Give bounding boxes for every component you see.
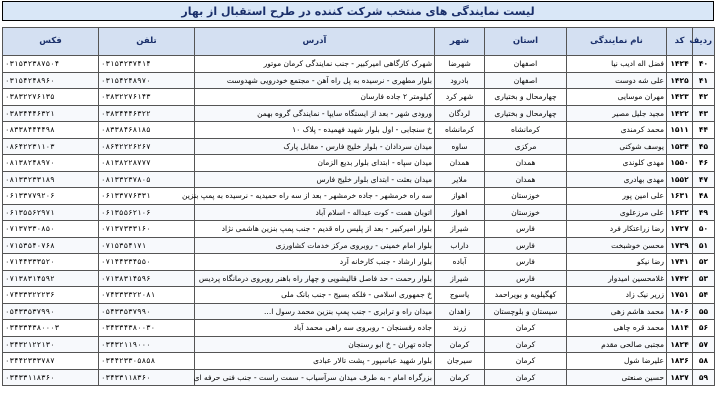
table-row — [3, 122, 715, 139]
phone-cell[interactable]: ۰۷۱۴۴۳۳۴۵۵۰ — [99, 254, 195, 271]
phone-cell[interactable]: ۰۳۱۵۳۲۳۷۴۱۴ — [99, 56, 195, 73]
header-fax[interactable]: فکس — [3, 28, 99, 56]
row-number-cell[interactable]: ۵۷ — [693, 336, 715, 353]
address-cell[interactable]: بلوار رحمت - حد فاصل قالیشویی و چهار راه باهنر روبروی درمانگاه پردیس — [195, 270, 435, 287]
table-row — [3, 254, 715, 271]
address-cell[interactable]: اتوبان همت - کوت عبداله - اسلام آباد — [195, 204, 435, 221]
phone-cell[interactable]: ۰۳۱۵۴۲۴۸۹۷۰ — [99, 72, 195, 89]
phone-cell[interactable]: ۰۳۴۳۲۱۱۹۰۰۰ — [99, 336, 195, 353]
dealer-name-cell[interactable]: حسین صنعتی — [567, 369, 667, 386]
phone-cell[interactable]: ۰۷۱۵۳۵۴۱۷۱ — [99, 237, 195, 254]
row-number-cell[interactable]: ۵۰ — [693, 221, 715, 238]
address-cell[interactable]: کیلومتر ۲ جاده فارسان — [195, 89, 435, 106]
city-cell[interactable]: ملایر — [435, 171, 485, 188]
code-cell[interactable]: ۱۸۲۴ — [667, 336, 693, 353]
dealer-name-cell[interactable]: علی امین پور — [567, 188, 667, 205]
city-cell[interactable]: اهواز — [435, 188, 485, 205]
address-cell[interactable]: بزرگراه امام - به طرف میدان سرآسیاب - سمت راست - جنب فنی حرفه ای — [195, 369, 435, 386]
dealer-name-cell[interactable]: مهدی بهادری — [567, 171, 667, 188]
city-cell[interactable]: کرمان — [435, 369, 485, 386]
row-number-cell[interactable]: ۵۳ — [693, 270, 715, 287]
city-cell[interactable]: کرمانشاه — [435, 122, 485, 139]
fax-cell[interactable]: ۰۸۱۳۳۲۳۳۱۸۹ — [3, 171, 99, 188]
fax-cell[interactable]: ۰۳۸۳۲۲۷۶۱۳۵ — [3, 89, 99, 106]
table-row — [3, 105, 715, 122]
dealer-name-cell[interactable]: یوسف شوکتی — [567, 138, 667, 155]
city-cell[interactable]: شهرضا — [435, 56, 485, 73]
dealer-name-cell[interactable]: مهدی کلوندی — [567, 155, 667, 172]
header-row-number[interactable]: ردیف — [693, 28, 715, 56]
address-cell[interactable]: بلوار امام خمینی - روبروی مرکز خدمات کشاورزی — [195, 237, 435, 254]
fax-cell[interactable]: ۰۳۴۳۳۴۳۸۰۰۰۳ — [3, 320, 99, 337]
row-number-cell[interactable]: ۵۴ — [693, 287, 715, 304]
city-cell[interactable]: ساوه — [435, 138, 485, 155]
code-cell[interactable]: ۱۴۲۴ — [667, 56, 693, 73]
header-row — [3, 28, 715, 56]
fax-cell[interactable]: ۰۷۱۴۴۳۳۳۵۲۰ — [3, 254, 99, 271]
dealer-name-cell[interactable]: علی مرزعلوی — [567, 204, 667, 221]
phone-cell[interactable]: ۰۵۴۳۳۵۳۷۹۹۰ — [99, 303, 195, 320]
code-cell[interactable]: ۱۴۲۳ — [667, 89, 693, 106]
address-cell[interactable]: شهرک کارگاهی امیرکبیر - جنب نمایندگی کرمان موتور — [195, 56, 435, 73]
fax-cell[interactable]: ۰۸۶۴۲۲۳۱۱۰۳ — [3, 138, 99, 155]
code-cell[interactable]: ۱۸۳۷ — [667, 369, 693, 386]
table-row — [3, 72, 715, 89]
row-number-cell[interactable]: ۴۹ — [693, 204, 715, 221]
phone-cell[interactable]: ۰۶۱۳۵۵۶۲۱۰۶ — [99, 204, 195, 221]
address-cell[interactable]: میدان سردادان - بلوار خلیج فارس - مقابل پارک — [195, 138, 435, 155]
address-cell[interactable]: ورودی شهر - بعد از ایستگاه سایپا - نمایندگی گروه بهمن — [195, 105, 435, 122]
code-cell[interactable]: ۱۸۱۴ — [667, 320, 693, 337]
province-cell[interactable]: خوزستان — [485, 188, 567, 205]
header-phone[interactable]: تلفن — [99, 28, 195, 56]
dealers-table — [2, 27, 715, 386]
city-cell[interactable]: یاسوج — [435, 287, 485, 304]
dealer-name-cell[interactable]: محمد کرمندی — [567, 122, 667, 139]
code-cell[interactable]: ۱۸۰۶ — [667, 303, 693, 320]
table-row — [3, 237, 715, 254]
row-number-cell[interactable]: ۵۵ — [693, 303, 715, 320]
city-cell[interactable]: اهواز — [435, 204, 485, 221]
fax-cell[interactable]: ۰۸۱۳۸۲۴۸۹۷۰ — [3, 155, 99, 172]
province-cell[interactable]: همدان — [485, 155, 567, 172]
code-cell[interactable]: ۱۵۱۱ — [667, 122, 693, 139]
row-number-cell[interactable]: ۵۶ — [693, 320, 715, 337]
dealer-name-cell[interactable]: زریر نیک زاد — [567, 287, 667, 304]
city-cell[interactable]: زرند — [435, 320, 485, 337]
row-number-cell[interactable]: ۴۱ — [693, 72, 715, 89]
phone-cell[interactable]: ۰۶۱۳۳۷۷۶۳۳۱ — [99, 188, 195, 205]
table-row — [3, 155, 715, 172]
dealer-name-cell[interactable]: علی شه دوست — [567, 72, 667, 89]
phone-cell[interactable]: ۰۸۶۴۲۲۲۶۲۶۷ — [99, 138, 195, 155]
province-cell[interactable]: کرمان — [485, 320, 567, 337]
code-cell[interactable]: ۱۷۴۱ — [667, 254, 693, 271]
row-number-cell[interactable]: ۴۸ — [693, 188, 715, 205]
phone-cell[interactable]: ۰۳۴۳۳۴۳۸۰۰۳۰ — [99, 320, 195, 337]
phone-cell[interactable]: ۰۳۴۴۲۳۳۰۵۸۵۸ — [99, 353, 195, 370]
row-number-cell[interactable]: ۴۷ — [693, 171, 715, 188]
table-row — [3, 89, 715, 106]
table-row — [3, 270, 715, 287]
city-cell[interactable]: لردگان — [435, 105, 485, 122]
phone-cell[interactable]: ۰۷۴۳۳۳۳۲۲۰۸۱ — [99, 287, 195, 304]
code-cell[interactable]: ۱۵۳۴ — [667, 138, 693, 155]
table-row — [3, 369, 715, 386]
fax-cell[interactable]: ۰۳۴۴۲۳۳۳۷۸۷ — [3, 353, 99, 370]
province-cell[interactable]: فارس — [485, 270, 567, 287]
fax-cell[interactable]: ۰۶۱۳۳۷۷۹۲۰۶ — [3, 188, 99, 205]
phone-cell[interactable]: ۰۸۱۳۸۲۲۸۷۷۷ — [99, 155, 195, 172]
table-row — [3, 188, 715, 205]
code-cell[interactable]: ۱۷۳۹ — [667, 237, 693, 254]
dealer-name-cell[interactable]: محمد قره چاهی — [567, 320, 667, 337]
row-number-cell[interactable]: ۴۴ — [693, 122, 715, 139]
city-cell[interactable]: بادرود — [435, 72, 485, 89]
fax-cell[interactable]: ۰۸۳۳۸۴۴۴۴۹۸ — [3, 122, 99, 139]
province-cell[interactable]: اصفهان — [485, 72, 567, 89]
row-number-cell[interactable]: ۵۲ — [693, 254, 715, 271]
address-cell[interactable]: میدان راه و ترابری - جنب پمپ بنزین محمد رسول ا... — [195, 303, 435, 320]
address-cell[interactable]: خ سنجابی - اول بلوار شهید فهمیده - پلاک ۱۰ — [195, 122, 435, 139]
table-row — [3, 171, 715, 188]
table-row — [3, 138, 715, 155]
dealer-name-cell[interactable]: مجتبی صالحی مقدم — [567, 336, 667, 353]
table-row — [3, 303, 715, 320]
table-row — [3, 56, 715, 73]
address-cell[interactable]: بلوار مطهری - نرسیده به پل راه آهن - مجتمع خودرویی شهدوست — [195, 72, 435, 89]
province-cell[interactable]: کهگیلویه و بویراحمد — [485, 287, 567, 304]
city-cell[interactable]: سیرجان — [435, 353, 485, 370]
city-cell[interactable]: داراب — [435, 237, 485, 254]
address-cell[interactable]: بلوار امیرکبیر - بعد از پلیس راه قدیم - جنب پمپ بنزین هاشمی نژاد — [195, 221, 435, 238]
province-cell[interactable]: اصفهان — [485, 56, 567, 73]
phone-cell[interactable]: ۰۸۱۳۳۲۳۷۸۰۵ — [99, 171, 195, 188]
dealer-name-cell[interactable]: فضل اله ادیب نیا — [567, 56, 667, 73]
dealer-name-cell[interactable]: محمد هاشم زهی — [567, 303, 667, 320]
dealer-name-cell[interactable]: محسن خوشبخت — [567, 237, 667, 254]
province-cell[interactable]: کرمانشاه — [485, 122, 567, 139]
code-cell[interactable]: ۱۵۵۲ — [667, 171, 693, 188]
phone-cell[interactable]: ۰۳۸۳۲۲۷۶۱۴۳ — [99, 89, 195, 106]
city-cell[interactable]: آباده — [435, 254, 485, 271]
province-cell[interactable]: کرمان — [485, 353, 567, 370]
fax-cell[interactable]: ۰۳۸۳۴۴۴۶۳۲۱ — [3, 105, 99, 122]
fax-cell[interactable]: ۰۷۱۳۷۳۳۰۸۵۰ — [3, 221, 99, 238]
code-cell[interactable]: ۱۷۵۱ — [667, 287, 693, 304]
header-dealer-name[interactable]: نام نمایندگی — [567, 28, 667, 56]
city-cell[interactable]: کرمان — [435, 336, 485, 353]
province-cell[interactable]: فارس — [485, 254, 567, 271]
row-number-cell[interactable]: ۵۱ — [693, 237, 715, 254]
city-cell[interactable]: همدان — [435, 155, 485, 172]
province-cell[interactable]: همدان — [485, 171, 567, 188]
province-cell[interactable]: فارس — [485, 221, 567, 238]
dealer-name-cell[interactable]: غلامحسین امیدوار — [567, 270, 667, 287]
header-city[interactable]: شهر — [435, 28, 485, 56]
province-cell[interactable]: مرکزی — [485, 138, 567, 155]
table-row — [3, 353, 715, 370]
city-cell[interactable]: شیراز — [435, 270, 485, 287]
row-number-cell[interactable]: ۵۸ — [693, 353, 715, 370]
phone-cell[interactable]: ۰۳۸۳۴۴۴۶۳۲۲ — [99, 105, 195, 122]
fax-cell[interactable]: ۰۵۴۳۳۵۳۷۹۹۰ — [3, 303, 99, 320]
dealer-name-cell[interactable]: علیرضا شول — [567, 353, 667, 370]
province-cell[interactable]: کرمان — [485, 336, 567, 353]
row-number-cell[interactable]: ۵۹ — [693, 369, 715, 386]
row-number-cell[interactable]: ۴۵ — [693, 138, 715, 155]
code-cell[interactable]: ۱۶۳۲ — [667, 204, 693, 221]
table-row — [3, 221, 715, 238]
code-cell[interactable]: ۱۵۵۰ — [667, 155, 693, 172]
fax-cell[interactable]: ۰۳۱۵۴۲۴۸۹۶۰ — [3, 72, 99, 89]
table-row — [3, 336, 715, 353]
address-cell[interactable]: خ جمهوری اسلامی - فلکه بسیج - جنب بانک ملی — [195, 287, 435, 304]
code-cell[interactable]: ۱۴۲۲ — [667, 105, 693, 122]
table-row — [3, 287, 715, 304]
city-cell[interactable]: شهر کرد — [435, 89, 485, 106]
phone-cell[interactable]: ۰۸۳۳۸۴۶۸۱۸۵ — [99, 122, 195, 139]
address-cell[interactable]: سه راه خرمشهر - جاده خرمشهر - بعد از سه راه حمیدیه - نرسیده به پمپ بنزین — [195, 188, 435, 205]
city-cell[interactable]: شیراز — [435, 221, 485, 238]
phone-cell[interactable]: ۰۷۱۳۷۳۳۳۱۶۰ — [99, 221, 195, 238]
code-cell[interactable]: ۱۷۴۲ — [667, 270, 693, 287]
table-row — [3, 204, 715, 221]
dealer-name-cell[interactable]: رضا زراعتکار فرد — [567, 221, 667, 238]
fax-cell[interactable]: ۰۳۴۳۳۱۱۸۳۶۰ — [3, 369, 99, 386]
fax-cell[interactable]: ۰۳۴۳۲۱۲۲۱۳۰ — [3, 336, 99, 353]
code-cell[interactable]: ۱۷۲۷ — [667, 221, 693, 238]
fax-cell[interactable]: ۰۶۱۳۵۵۶۲۹۷۱ — [3, 204, 99, 221]
address-cell[interactable]: میدان سپاه - ابتدای بلوار بدیع الزمان — [195, 155, 435, 172]
dealer-name-cell[interactable]: مجید جلیل مصیر — [567, 105, 667, 122]
fax-cell[interactable]: ۰۳۱۵۳۲۳۸۷۵۰۴ — [3, 56, 99, 73]
province-cell[interactable]: خوزستان — [485, 204, 567, 221]
province-cell[interactable]: کرمان — [485, 369, 567, 386]
dealer-name-cell[interactable]: رضا نیکو — [567, 254, 667, 271]
phone-cell[interactable]: ۰۳۴۳۳۱۱۸۳۶۰ — [99, 369, 195, 386]
header-province[interactable]: استان — [485, 28, 567, 56]
table-body — [3, 56, 715, 386]
table-row — [3, 320, 715, 337]
address-cell[interactable]: جاده تهران - خ ابو رسنجان — [195, 336, 435, 353]
address-cell[interactable]: میدان بعثت - ابتدای بلوار خلیج فارس — [195, 171, 435, 188]
row-number-cell[interactable]: ۴۶ — [693, 155, 715, 172]
row-number-cell[interactable]: ۴۲ — [693, 89, 715, 106]
fax-cell[interactable]: ۰۷۱۳۸۳۱۴۵۹۲ — [3, 270, 99, 287]
address-cell[interactable]: جاده رفسنجان - روبروی سه راهی محمد آباد — [195, 320, 435, 337]
province-cell[interactable]: سیستان و بلوچستان — [485, 303, 567, 320]
code-cell[interactable]: ۱۶۳۱ — [667, 188, 693, 205]
fax-cell[interactable]: ۰۷۴۳۳۳۲۲۲۳۶ — [3, 287, 99, 304]
row-number-cell[interactable]: ۴۰ — [693, 56, 715, 73]
address-cell[interactable]: بلوار ارشاد - جنب کارخانه آرد — [195, 254, 435, 271]
province-cell[interactable]: چهارمحال و بختیاری — [485, 89, 567, 106]
province-cell[interactable]: فارس — [485, 237, 567, 254]
code-cell[interactable]: ۱۸۳۶ — [667, 353, 693, 370]
phone-cell[interactable]: ۰۷۱۳۸۳۱۴۵۹۶ — [99, 270, 195, 287]
code-cell[interactable]: ۱۴۲۵ — [667, 72, 693, 89]
header-code[interactable]: کد — [667, 28, 693, 56]
sheet-title: لیست نمایندگی های منتخب شرکت کننده در طرح استقبال از بهار — [2, 1, 714, 21]
city-cell[interactable]: زاهدان — [435, 303, 485, 320]
header-address[interactable]: آدرس — [195, 28, 435, 56]
fax-cell[interactable]: ۰۷۱۵۳۵۴۰۷۶۸ — [3, 237, 99, 254]
dealer-name-cell[interactable]: مهران موسایی — [567, 89, 667, 106]
row-number-cell[interactable]: ۴۳ — [693, 105, 715, 122]
province-cell[interactable]: چهارمحال و بختیاری — [485, 105, 567, 122]
address-cell[interactable]: بلوار شهید عباسپور - پشت تالار عبادی — [195, 353, 435, 370]
